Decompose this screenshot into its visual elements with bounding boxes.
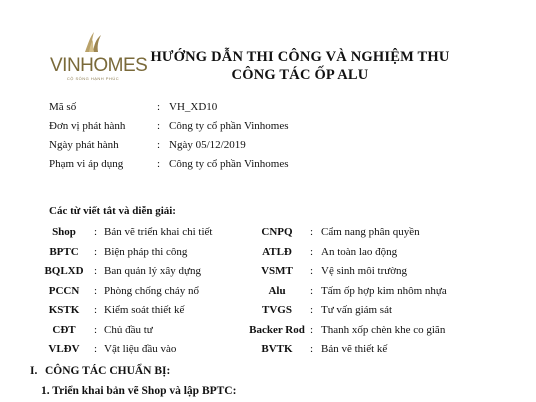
abbreviation-row: [0, 324, 536, 344]
logo-brand-text: VINHOMES: [50, 55, 148, 76]
abbreviation-meaning: Vật liệu đầu vào: [104, 343, 177, 355]
abbreviation-term: ATLĐ: [262, 245, 292, 258]
meta-colon: :: [157, 158, 161, 170]
abbreviation-colon: :: [94, 343, 98, 355]
abbreviation-colon: :: [94, 245, 98, 258]
subsection-heading: 1. Triển khai bản vẽ Shop và lập BPTC:: [41, 385, 237, 397]
abbreviation-term: VLĐV: [48, 343, 80, 355]
meta-colon: :: [157, 101, 161, 113]
abbreviation-colon: :: [310, 323, 314, 336]
title-line-2: CÔNG TÁC ỐP ALU: [231, 67, 369, 83]
abbreviation-row: [0, 285, 536, 305]
abbreviation-row: [0, 226, 536, 246]
abbreviation-term: KSTK: [48, 304, 80, 316]
abbreviation-term: Alu: [268, 284, 286, 297]
vinhomes-logo: [50, 30, 148, 81]
section-title: CÔNG TÁC CHUẨN BỊ:: [45, 365, 171, 377]
abbreviation-colon: :: [94, 265, 98, 277]
abbreviation-meaning: An toàn lao động: [321, 245, 398, 258]
abbreviation-term: BVTK: [261, 343, 293, 355]
document-title: [150, 48, 450, 84]
meta-value: Công ty cổ phần Vinhomes: [169, 158, 289, 170]
meta-label: Phạm vi áp dụng: [49, 158, 124, 170]
abbreviation-term: TVGS: [262, 304, 292, 316]
abbreviation-row: [0, 265, 536, 285]
abbreviation-term: BPTC: [49, 245, 79, 258]
abbreviation-term: PCCN: [48, 284, 80, 297]
abbreviation-term: VSMT: [261, 265, 293, 277]
abbreviation-colon: :: [310, 245, 314, 258]
abbreviation-colon: :: [310, 343, 314, 355]
abbreviation-meaning: Kiểm soát thiết kế: [104, 304, 185, 316]
abbreviation-meaning: Chủ đầu tư: [104, 323, 153, 336]
abbreviation-colon: :: [310, 304, 314, 316]
abbreviations-table: [0, 226, 536, 363]
vinhomes-logo-mark-icon: [82, 30, 104, 54]
abbreviation-row: [0, 246, 536, 266]
section-number: I.: [30, 365, 38, 377]
logo-tagline: CỘ SỐNG HẠNH PHÚC: [66, 76, 120, 81]
abbreviation-meaning: Tư vấn giám sát: [321, 304, 393, 316]
meta-value: Công ty cổ phần Vinhomes: [169, 120, 289, 132]
abbreviation-row: [0, 304, 536, 324]
meta-colon: :: [157, 139, 161, 151]
abbreviation-colon: :: [94, 323, 98, 336]
abbreviation-colon: :: [94, 284, 98, 297]
meta-value: Ngày 05/12/2019: [169, 139, 246, 151]
abbreviation-term: CĐT: [52, 323, 76, 336]
meta-value: VH_XD10: [169, 101, 218, 113]
abbreviation-row: [0, 343, 536, 363]
abbreviation-meaning: Biện pháp thi công: [104, 245, 188, 258]
abbreviation-meaning: Tấm ốp hợp kim nhôm nhựa: [321, 284, 447, 297]
abbreviation-term: CNPQ: [261, 226, 293, 238]
abbreviation-colon: :: [94, 226, 98, 238]
abbreviation-colon: :: [94, 304, 98, 316]
abbreviation-meaning: Ban quản lý xây dựng: [104, 265, 202, 277]
meta-label: Ngày phát hành: [49, 139, 119, 151]
abbreviation-meaning: Cẩm nang phân quyền: [321, 226, 420, 238]
title-line-1: HƯỚNG DẪN THI CÔNG VÀ NGHIỆM THU: [150, 49, 450, 65]
abbreviation-term: Backer Rod: [249, 323, 305, 336]
abbreviation-meaning: Bản vẽ thiết kế: [321, 343, 388, 355]
abbreviations-heading: Các từ viết tắt và diễn giải:: [49, 205, 176, 217]
abbreviation-colon: :: [310, 265, 314, 277]
abbreviation-meaning: Thanh xốp chèn khe co giãn: [321, 323, 446, 336]
abbreviation-meaning: Bản vẽ triển khai chi tiết: [104, 226, 213, 238]
abbreviation-colon: :: [310, 226, 314, 238]
meta-label: Mã số: [49, 101, 77, 113]
abbreviation-colon: :: [310, 284, 314, 297]
abbreviation-term: BQLXD: [44, 265, 84, 277]
meta-label: Đơn vị phát hành: [49, 120, 126, 132]
abbreviation-term: Shop: [52, 226, 76, 238]
abbreviation-meaning: Vệ sinh môi trường: [321, 265, 408, 277]
abbreviation-meaning: Phòng chống cháy nổ: [104, 284, 200, 297]
meta-colon: :: [157, 120, 161, 132]
